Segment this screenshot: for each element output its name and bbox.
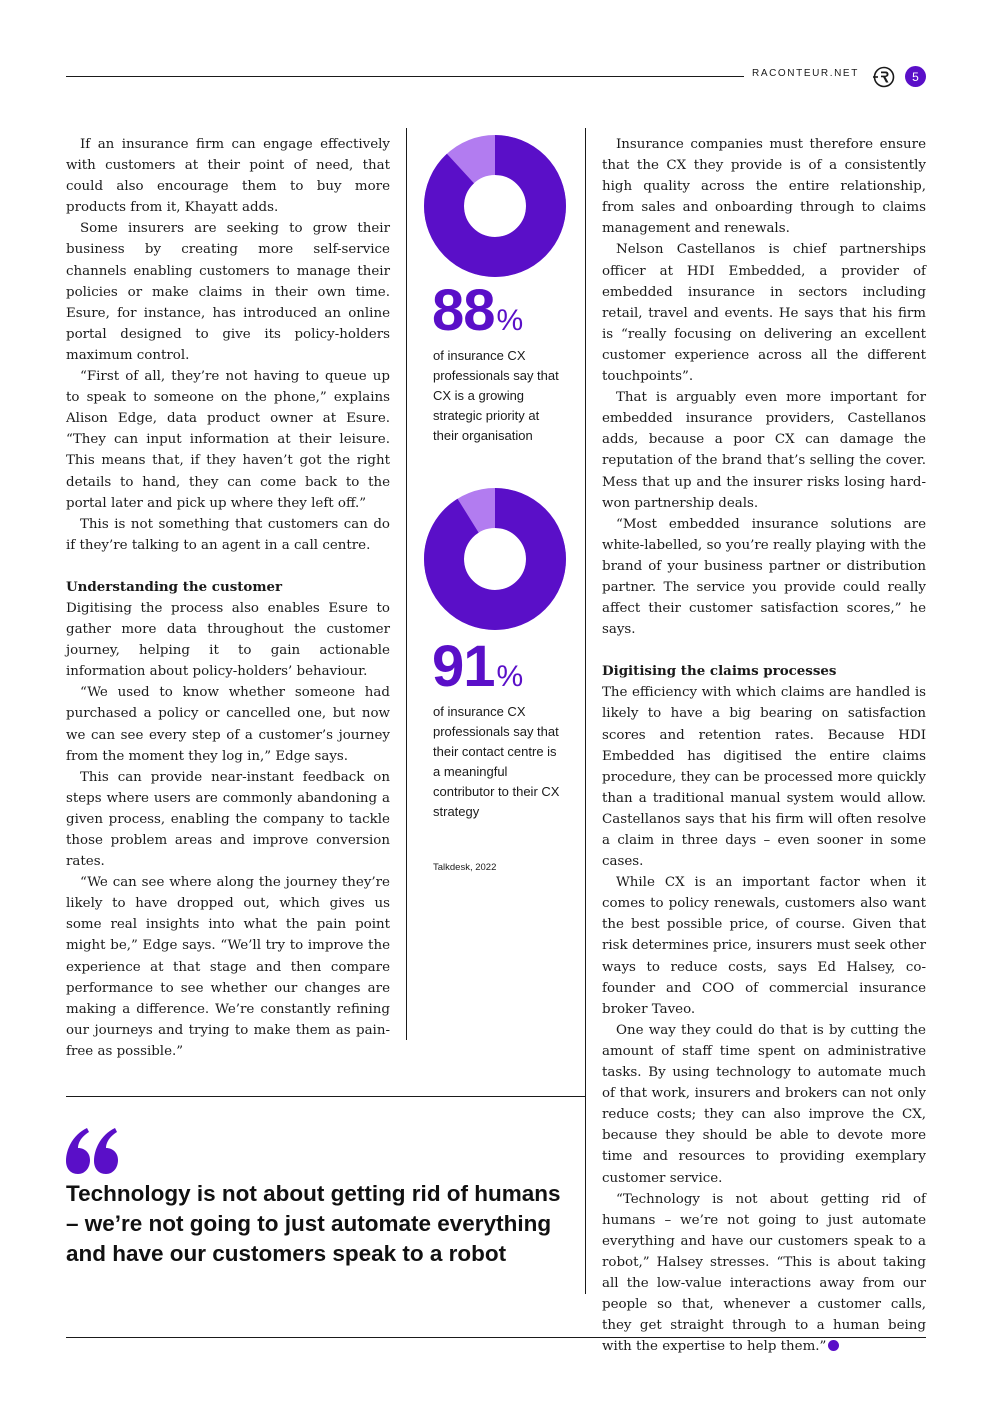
donut-value-arc bbox=[444, 155, 546, 257]
stat-caption: of insurance CX professionals say that their contact centre is a meaningful contributor to their CX strategy bbox=[433, 704, 560, 819]
paragraph: “Most embedded insurance solutions are white-labelled, so you’re really playing with the brand of your business partner or distribution partner. The service you provide could really affect their customer satisfaction scores,” he says. bbox=[602, 516, 926, 638]
paragraph: This is not something that customers can do if they’re talking to an agent in a call centre. bbox=[66, 516, 390, 553]
stat-caption: of insurance CX professionals say that CX is a growing strategic priority at their organisation bbox=[433, 348, 559, 443]
raconteur-logo-icon bbox=[873, 66, 895, 88]
page-number-badge: 5 bbox=[905, 66, 926, 87]
column-divider-right bbox=[585, 128, 586, 1294]
paragraph: Some insurers are seeking to grow their business by creating more self-service channels enabling customers to manage their policies or make claims in their own time. Esure, for instance, has introduced an online portal designed to give its policy-holders maximum control. bbox=[66, 221, 390, 363]
pullquote-text: Technology is not about getting rid of humans – we’re not going to just automate everything and have our customers speak to a robot bbox=[66, 1181, 561, 1266]
column-divider-left bbox=[406, 128, 407, 1040]
source-credit: Talkdesk, 2022 bbox=[433, 862, 497, 873]
paragraph: One way they could do that is by cutting the amount of staff time spent on administrative tasks. By using technology to automate much of that work, insurers and brokers can not only reduce costs; they can also improve the CX, because they should be able to devote more time and resources to providing exemplary customer service. bbox=[602, 1022, 926, 1186]
paragraph: The efficiency with which claims are handled is likely to have a big bearing on satisfaction scores and retention rates. Because HDI Embedded has digitised the entire claims procedure, they can be processed more quickly than a traditional manual system would allow. Castellanos says that his firm will often resolve a claim in three days – even sooner in some cases. bbox=[602, 685, 926, 870]
stat-value-88 bbox=[432, 278, 523, 350]
pullquote-rule bbox=[66, 1096, 585, 1097]
paragraph: If an insurance firm can engage effectively with customers at their point of need, that could also encourage them to buy more products from it, Khayatt adds. bbox=[66, 137, 390, 216]
stat-value-91 bbox=[432, 634, 523, 706]
paragraph bbox=[602, 1189, 926, 1358]
donut-chart-88 bbox=[423, 134, 567, 278]
section-heading: Understanding the customer bbox=[66, 578, 283, 595]
donut-chart-91 bbox=[423, 487, 567, 631]
paragraph: “We used to know whether someone had purchased a policy or cancelled one, but now we can see every step of a customer’s journey from the moment they log in,” Edge says. bbox=[66, 685, 390, 764]
stat-unit: % bbox=[496, 660, 523, 693]
paragraph: Insurance companies must therefore ensure that the CX they provide is of a consistently high quality across the entire relationship, from sales and onboarding through to claims management and renewals. bbox=[602, 137, 926, 237]
left-column bbox=[66, 134, 390, 1062]
site-brand[interactable]: RACONTEUR.NET bbox=[752, 68, 859, 79]
stat-number: 91 bbox=[432, 634, 495, 699]
end-mark-icon bbox=[828, 1340, 839, 1351]
paragraph: Digitising the process also enables Esure to gather more data throughout the customer journey, helping it to gain actionable information about policy-holders’ behaviour. bbox=[66, 600, 390, 680]
quote-mark-icon bbox=[66, 1128, 118, 1174]
header-rule bbox=[66, 76, 744, 77]
footer-rule bbox=[66, 1337, 926, 1338]
paragraph: Nelson Castellanos is chief partnerships officer at HDI Embedded, a provider of embedded insurance in sectors including retail, travel and events. He says that his firm is “really focusing on delivering an excellent customer experience across all the different touchpoints”. bbox=[602, 242, 926, 385]
stat-unit: % bbox=[496, 304, 523, 337]
paragraph: “First of all, they’re not having to queue up to speak to someone on the phone,” explains Alison Edge, data product owner at Esure. “They can input information at their leisure. This means that, if they haven’t got the right details to hand, they can come back to the portal later and pick up where they left off.” bbox=[66, 369, 390, 511]
paragraph: This can provide near-instant feedback on steps where users are commonly abandoning a given process, enabling the company to tackle those problem areas and improve conversion rates. bbox=[66, 769, 390, 870]
donut-value-arc bbox=[444, 508, 546, 610]
paragraph-text: “Technology is not about getting rid of humans – we’re not going to just automate everything and have our customers speak to a robot,” Halsey stresses. “This is about taking all the low-value interactions away from our people so that, whenever a customer calls, they get straight through to a human being with the expertise to help them.” bbox=[602, 1191, 926, 1355]
stat-number: 88 bbox=[432, 278, 495, 343]
right-column bbox=[602, 134, 926, 1357]
paragraph: “We can see where along the journey they’re likely to have dropped out, which gives us some real insights into what the pain point might be,” Edge says. “We’ll try to improve the experience at that stage and then compare performance to see whether our changes are making a difference. We’re constantly refining our journeys and trying to make them as pain-free as possible.” bbox=[66, 875, 390, 1059]
section-heading: Digitising the claims processes bbox=[602, 663, 837, 680]
paragraph: While CX is an important factor when it comes to policy renewals, customers also want the best possible price, of course. Given that risk determines price, insurers must seek other ways to reduce costs, says Ed Halsey, co-founder and COO of commercial insurance broker Taveo. bbox=[602, 875, 926, 1017]
paragraph: That is arguably even more important for embedded insurance providers, Castellanos adds, because a poor CX can damage the reputation of the brand that’s selling the cover. Mess that up and the insurer risks losing hard-won partnership deals. bbox=[602, 390, 926, 511]
